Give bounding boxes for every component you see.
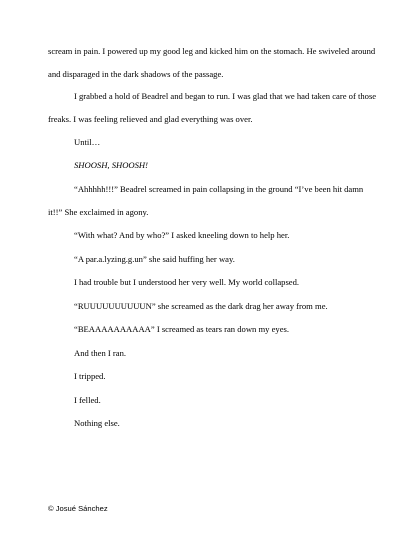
paragraph-9: “RUUUUUUUUUUN” she screamed as the dark drag her away from me. [74,301,328,311]
copyright-footer: © Josué Sánchez [48,504,108,513]
paragraph-5: “Ahhhhh!!!” Beadrel screamed in pain collapsing in the ground “I’ve been hit damn it!!” She exclaimed in agony. [48,184,364,217]
paragraph-3: Until… [74,137,101,147]
paragraph-10: “BEAAAAAAAAAA” I screamed as tears ran down my eyes. [74,324,290,334]
paragraph-13: I felled. [74,395,101,405]
paragraph-14: Nothing else. [74,418,120,428]
paragraph-8: I had trouble but I understood her very well. My world collapsed. [74,277,300,287]
paragraph-11: And then I ran. [74,348,127,358]
paragraph-12: I tripped. [74,371,106,381]
paragraph-6: “With what? And by who?” I asked kneeling down to help her. [74,230,290,240]
paragraph-2: I grabbed a hold of Beadrel and began to run. I was glad that we had taken care of those freaks. I was feeling relieved and glad everything was over. [48,91,377,124]
paragraph-1: scream in pain. I powered up my good leg and kicked him on the stomach. He swiveled around and disparaged in the dark shadows of the passage. [48,46,376,79]
paragraph-4: SHOOSH, SHOOSH! [74,160,148,170]
paragraph-7: “A par.a.lyzing.g.un” she said huffing her way. [74,254,235,264]
